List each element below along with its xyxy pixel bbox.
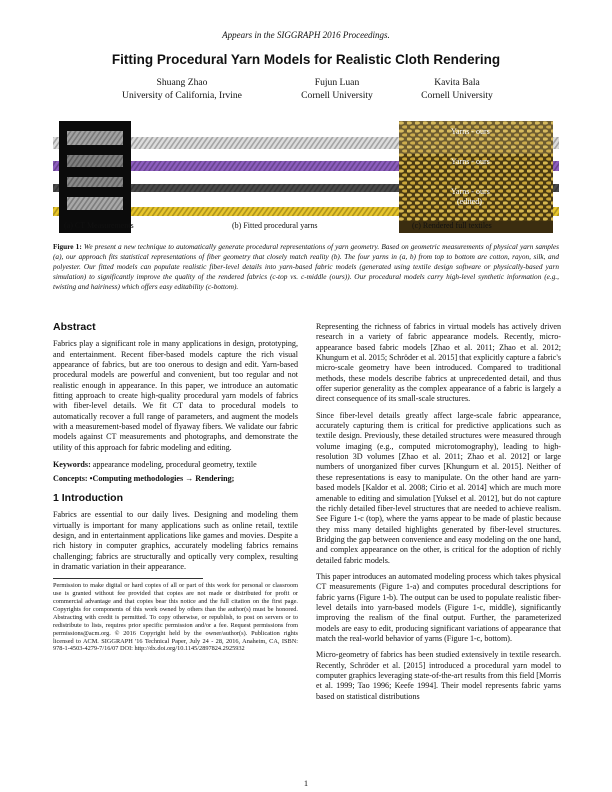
- subcaption: (c) Rendered full textiles: [412, 221, 492, 230]
- author-name: Fujun Luan: [314, 77, 360, 88]
- right-column: [316, 322, 561, 702]
- header-note: Appears in the SIGGRAPH 2016 Proceedings.: [222, 30, 390, 40]
- author-name: Shuang Zhao: [156, 77, 208, 88]
- author-affiliation: Cornell University: [301, 89, 373, 101]
- abstract-text: Fabrics play a significant role in many applications in design, prototyping, and entertainment. Recent fiber-based models capture the rich visual appearance of fabrics, but are too onerous to design and edit. Yarn-based procedural models are powerful and convenient, but too regular and not realistic enough in appearance. In this paper, we introduce an automatic fitting approach to create high-quality procedural yarn models of fabrics with fiber-level details. We fit CT data to procedural models to automatically recover a full range of parameters, and augment the models with a measurement-based model of flyaway fibers. We validate our fabric models against CT measurements and photographs, and demonstrate the utility of this approach for fabric modeling and editing.: [53, 339, 298, 452]
- abstract-heading: Abstract: [53, 321, 96, 333]
- subcaption: (b) Fitted procedural yarns: [232, 221, 318, 230]
- footnote-rule: [53, 578, 203, 579]
- body-paragraph: Micro-geometry of fabrics has been studied extensively in textile research. Recently, Schröder et al. [2015] introduced a procedural yarn model to computer graphics leveraging state-of-the-art results from this field [Morris et al. 1999; Tao 1996; Keefe 1994]. Their model represents fabric yarns based on statistical distributions: [316, 650, 561, 701]
- textile-label: (edited): [457, 197, 482, 206]
- caption-text: We present a new technique to automatically generate procedural representations of yarn geometry. Based on geometric measurements of physical yarn samples (a), our approach fits statistical representations of fiber geometry that closely match reality (b). The four yarns in (a, b) from top to bottom are cotton, rayon, silk, and polyester. Our fitted models can populate realistic fiber-level details into yarn-based fabric models (generated using textile design software or physically-based yarn simulation) to significantly improve the quality of the rendered fabrics (c-top vs. c-middle (ours)). Our procedural models carry high-level synthetic information (e.g., twisting and hairiness) which offers easy editability (c-bottom).: [53, 242, 559, 291]
- paper-title: Fitting Procedural Yarn Models for Realistic Cloth Rendering: [111, 52, 501, 67]
- intro-text: Fabrics are essential to our daily lives. Designing and modeling them virtually is important for many applications such as online retail, textile design, and in entertainment applications like games and movies. Despite a rich history in computer graphics, accurately modeling fabrics remains challenging; fabrics are structurally and optically very complex, resulting in dramatic variation in their appearance.: [53, 510, 298, 571]
- page-number: 1: [303, 778, 309, 788]
- caption-lead: Figure 1:: [53, 242, 82, 251]
- author-affiliation: University of California, Irvine: [122, 89, 242, 101]
- body-paragraph: This paper introduces an automated modeling process which takes physical CT measurements (Figure 1-a) and computes procedural descriptions for fabric yarns (Figure 1-b). The output can be used to populate realistic fiber-level details into yarn-based models (Figure 1-c, middle), significantly improving the realism of the final output. Further, the parameterized models are easy to edit, producing significant variations of appearance that match the real-world behavior of yarns (Figure 1-c, bottom).: [316, 571, 561, 643]
- textile-label: Yarns - ours: [451, 157, 490, 166]
- copyright-footnote: Permission to make digital or hard copies of all or part of this work for personal or classroom use is granted without fee provided that copies are not made or distributed for profit or commercial advantage and that copies bear this notice and the full citation on the first page. Copyrights for components of this work owned by others than the author(s) must be honored. Abstracting with credit is permitted. To copy otherwise, or republish, to post on servers or to redistribute to lists, requires prior specific permission and/or a fee. Request permissions from permissions@acm.org. © 2016 Copyright held by the owner/author(s). Publication rights licensed to ACM. SIGGRAPH '16 Technical Paper, July 24 - 28, 2016, Anaheim, CA, ISBN: 978-1-4503-4279-7/16/07 DOI: http://dx.doi.org/10.1145/2897824.2925932: [53, 582, 298, 653]
- textile-label: Yarns - ours: [451, 127, 490, 136]
- subcaption: (a) CT Measurements: [64, 221, 134, 230]
- concepts-label: Concepts:: [53, 474, 88, 484]
- rendered-textile-panel: [399, 121, 553, 233]
- body-paragraph: Representing the richness of fabrics in virtual models has actively driven research in a variety of fabric appearance models. Recently, micro-appearance based fabric models [Zhao et al. 2011; Zhao et al. 2012; Khungurn et al. 2015; Schröder et al. 2015] that explicitly capture a fabric's micro-scale geometry have been introduced. Compared to traditional methods, these models describe fabrics at unprecedented detail, and thus offer superior generality as the complex appearance of a fabric is largely a direct consequence of its small-scale structures.: [316, 322, 561, 404]
- figure-caption: [53, 242, 559, 292]
- textile-label: Yarns - ours: [451, 187, 490, 196]
- ct-measurement-panel: [59, 121, 131, 233]
- author-affiliation: Cornell University: [421, 89, 493, 101]
- keywords-label: Keywords:: [53, 460, 91, 470]
- keywords-text: appearance modeling, procedural geometry, textile: [92, 460, 257, 470]
- concepts-text: •Computing methodologies → Rendering;: [89, 474, 235, 484]
- teaser-figure: [53, 121, 559, 233]
- author-name: Kavita Bala: [434, 77, 480, 88]
- author-block: [357, 77, 557, 102]
- left-column: [53, 322, 298, 653]
- body-paragraph: Since fiber-level details greatly affect large-scale fabric appearance, accurately capturing them is critical for predictive applications such as textile design. Previously, these detailed structures were measured through volume imaging (e.g., computed microtomography), leading to high-resolution 3D volumes [Zhao et al. 2011; Zhao et al. 2012] or large numbers of unorganized fiber curves [Khungurn et al. 2015]. Neither of these representations is easy to manipulate. On the other hand are yarn-based models [Kaldor et al. 2008; Cirio et al. 2014] which are much more amenable to editing and simulation [Yuksel et al. 2012], but do not capture the richly detailed fiber-level structures that are needed to achieve realism. See Figure 1-c (top), where the yarns appear to be made of plastic because they miss many detailed highlights generated by fiber-level structures. Bridging the gap between convenience and easy modeling on the one hand, and complex appearance on the other, is critical for the adoption of richly detailed fabric models.: [316, 410, 561, 565]
- intro-heading: 1 Introduction: [53, 491, 123, 504]
